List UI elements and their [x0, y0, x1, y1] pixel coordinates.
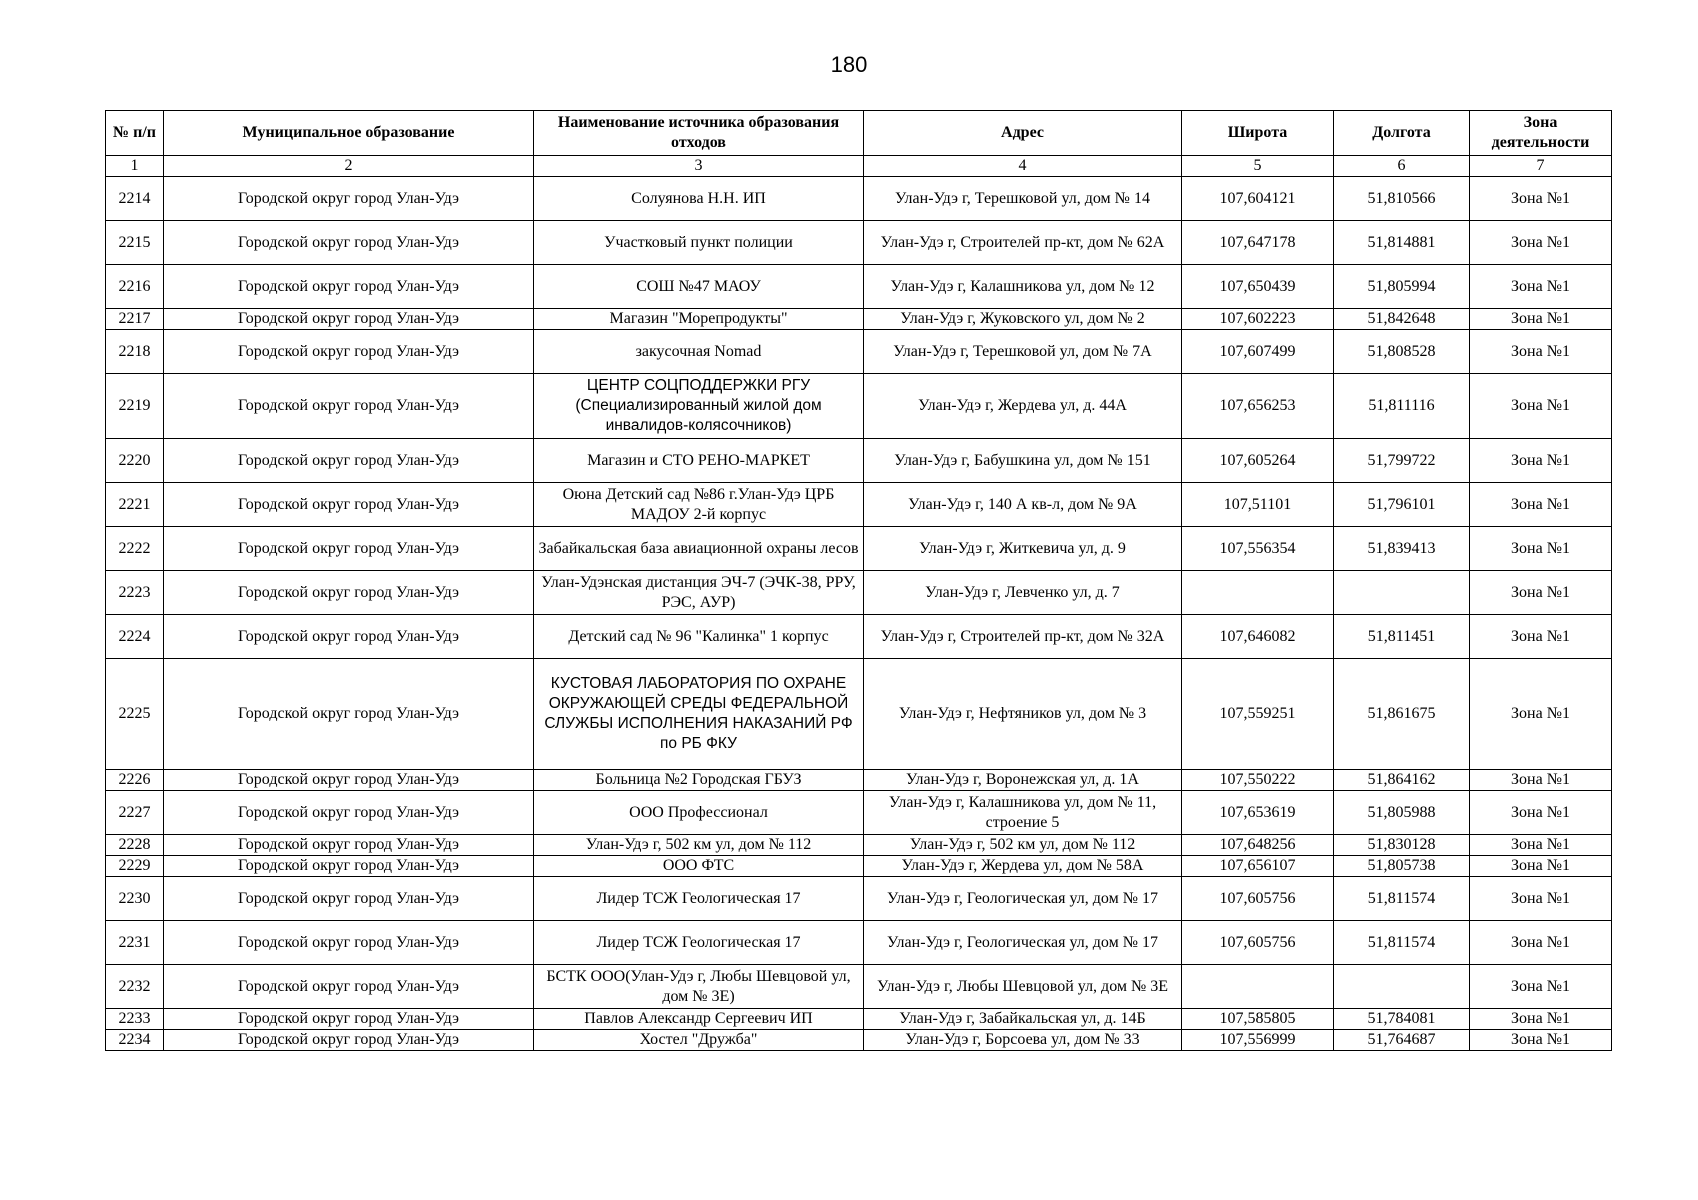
zone-cell: Зона №1 [1470, 1009, 1612, 1030]
municipality-cell: Городской округ город Улан-Удэ [164, 177, 534, 221]
source-name-cell: Магазин и СТО РЕНО-МАРКЕТ [534, 439, 864, 483]
address-cell: Улан-Удэ г, Житкевича ул, д. 9 [864, 527, 1182, 571]
municipality-cell: Городской округ город Улан-Удэ [164, 615, 534, 659]
header-cell: Адрес [864, 111, 1182, 156]
table-row [106, 527, 1612, 571]
row-number: 2223 [106, 571, 164, 615]
table-row [106, 439, 1612, 483]
municipality-cell: Городской округ город Улан-Удэ [164, 659, 534, 770]
municipality-cell: Городской округ город Улан-Удэ [164, 856, 534, 877]
longitude-cell [1334, 965, 1470, 1009]
longitude-cell: 51,805738 [1334, 856, 1470, 877]
latitude-cell: 107,653619 [1182, 791, 1334, 835]
table-row [106, 1030, 1612, 1051]
zone-cell: Зона №1 [1470, 439, 1612, 483]
municipality-cell: Городской округ город Улан-Удэ [164, 309, 534, 330]
latitude-cell: 107,51101 [1182, 483, 1334, 527]
zone-cell: Зона №1 [1470, 374, 1612, 439]
row-number: 2217 [106, 309, 164, 330]
latitude-cell [1182, 571, 1334, 615]
row-number: 2216 [106, 265, 164, 309]
header-cell: Долгота [1334, 111, 1470, 156]
source-name-cell: Лидер ТСЖ Геологическая 17 [534, 921, 864, 965]
latitude-cell: 107,556354 [1182, 527, 1334, 571]
zone-cell: Зона №1 [1470, 309, 1612, 330]
address-cell: Улан-Удэ г, Терешковой ул, дом № 14 [864, 177, 1182, 221]
table-row [106, 309, 1612, 330]
municipality-cell: Городской округ город Улан-Удэ [164, 921, 534, 965]
zone-cell: Зона №1 [1470, 615, 1612, 659]
source-name-cell: Оюна Детский сад №86 г.Улан-Удэ ЦРБ МАДОУ 2-й корпус [534, 483, 864, 527]
zone-cell: Зона №1 [1470, 791, 1612, 835]
zone-cell: Зона №1 [1470, 659, 1612, 770]
table-row [106, 177, 1612, 221]
latitude-cell: 107,656253 [1182, 374, 1334, 439]
zone-cell: Зона №1 [1470, 856, 1612, 877]
zone-cell: Зона №1 [1470, 770, 1612, 791]
row-number: 2228 [106, 835, 164, 856]
source-name-cell: Солуянова Н.Н. ИП [534, 177, 864, 221]
zone-cell: Зона №1 [1470, 483, 1612, 527]
longitude-cell: 51,811574 [1334, 921, 1470, 965]
source-name-cell: Забайкальская база авиационной охраны лесов [534, 527, 864, 571]
latitude-cell: 107,585805 [1182, 1009, 1334, 1030]
municipality-cell: Городской округ город Улан-Удэ [164, 439, 534, 483]
address-cell: Улан-Удэ г, Жердева ул, д. 44А [864, 374, 1182, 439]
zone-cell: Зона №1 [1470, 265, 1612, 309]
zone-cell: Зона №1 [1470, 571, 1612, 615]
municipality-cell: Городской округ город Улан-Удэ [164, 965, 534, 1009]
table-row [106, 856, 1612, 877]
header-cell: Зона деятельности [1470, 111, 1612, 156]
source-name-cell: Больница №2 Городская ГБУЗ [534, 770, 864, 791]
longitude-cell: 51,805988 [1334, 791, 1470, 835]
column-number-row [106, 156, 1612, 177]
source-name-cell: ООО Профессионал [534, 791, 864, 835]
longitude-cell: 51,784081 [1334, 1009, 1470, 1030]
address-cell: Улан-Удэ г, Жуковского ул, дом № 2 [864, 309, 1182, 330]
row-number: 2221 [106, 483, 164, 527]
row-number: 2214 [106, 177, 164, 221]
address-cell: Улан-Удэ г, Воронежская ул, д. 1А [864, 770, 1182, 791]
table-row [106, 483, 1612, 527]
longitude-cell: 51,861675 [1334, 659, 1470, 770]
latitude-cell: 107,605756 [1182, 921, 1334, 965]
latitude-cell: 107,646082 [1182, 615, 1334, 659]
municipality-cell: Городской округ город Улан-Удэ [164, 877, 534, 921]
latitude-cell [1182, 965, 1334, 1009]
zone-cell: Зона №1 [1470, 330, 1612, 374]
table-row [106, 770, 1612, 791]
longitude-cell: 51,799722 [1334, 439, 1470, 483]
municipality-cell: Городской округ город Улан-Удэ [164, 527, 534, 571]
longitude-cell: 51,839413 [1334, 527, 1470, 571]
column-number: 6 [1334, 156, 1470, 177]
municipality-cell: Городской округ город Улан-Удэ [164, 1009, 534, 1030]
row-number: 2226 [106, 770, 164, 791]
table-row [106, 330, 1612, 374]
address-cell: Улан-Удэ г, Терешковой ул, дом № 7А [864, 330, 1182, 374]
table-row [106, 265, 1612, 309]
latitude-cell: 107,605756 [1182, 877, 1334, 921]
zone-cell: Зона №1 [1470, 835, 1612, 856]
address-cell: Улан-Удэ г, Калашникова ул, дом № 11, строение 5 [864, 791, 1182, 835]
source-name-cell: СОШ №47 МАОУ [534, 265, 864, 309]
header-cell: Наименование источника образования отходов [534, 111, 864, 156]
table-row [106, 965, 1612, 1009]
longitude-cell: 51,842648 [1334, 309, 1470, 330]
zone-cell: Зона №1 [1470, 1030, 1612, 1051]
latitude-cell: 107,604121 [1182, 177, 1334, 221]
source-name-cell: Улан-Удэнская дистанция ЭЧ-7 (ЭЧК-38, РРУ, РЭС, АУР) [534, 571, 864, 615]
longitude-cell: 51,796101 [1334, 483, 1470, 527]
table-row [106, 1009, 1612, 1030]
address-cell: Улан-Удэ г, Жердева ул, дом № 58А [864, 856, 1182, 877]
zone-cell: Зона №1 [1470, 921, 1612, 965]
zone-cell: Зона №1 [1470, 965, 1612, 1009]
longitude-cell: 51,830128 [1334, 835, 1470, 856]
municipality-cell: Городской округ город Улан-Удэ [164, 221, 534, 265]
latitude-cell: 107,647178 [1182, 221, 1334, 265]
table-row [106, 835, 1612, 856]
zone-cell: Зона №1 [1470, 527, 1612, 571]
row-number: 2222 [106, 527, 164, 571]
latitude-cell: 107,607499 [1182, 330, 1334, 374]
address-cell: Улан-Удэ г, Геологическая ул, дом № 17 [864, 921, 1182, 965]
source-name-cell: Лидер ТСЖ Геологическая 17 [534, 877, 864, 921]
municipality-cell: Городской округ город Улан-Удэ [164, 835, 534, 856]
table-header-row [106, 111, 1612, 156]
zone-cell: Зона №1 [1470, 877, 1612, 921]
address-cell: Улан-Удэ г, Бабушкина ул, дом № 151 [864, 439, 1182, 483]
longitude-cell [1334, 571, 1470, 615]
header-cell: № п/п [106, 111, 164, 156]
municipality-cell: Городской округ город Улан-Удэ [164, 1030, 534, 1051]
address-cell: Улан-Удэ г, Строителей пр-кт, дом № 32А [864, 615, 1182, 659]
row-number: 2233 [106, 1009, 164, 1030]
column-number: 5 [1182, 156, 1334, 177]
row-number: 2220 [106, 439, 164, 483]
longitude-cell: 51,814881 [1334, 221, 1470, 265]
longitude-cell: 51,864162 [1334, 770, 1470, 791]
column-number: 4 [864, 156, 1182, 177]
municipality-cell: Городской округ город Улан-Удэ [164, 791, 534, 835]
longitude-cell: 51,808528 [1334, 330, 1470, 374]
header-cell: Широта [1182, 111, 1334, 156]
latitude-cell: 107,650439 [1182, 265, 1334, 309]
page-number: 180 [830, 52, 868, 77]
row-number: 2231 [106, 921, 164, 965]
row-number: 2234 [106, 1030, 164, 1051]
longitude-cell: 51,811451 [1334, 615, 1470, 659]
latitude-cell: 107,648256 [1182, 835, 1334, 856]
longitude-cell: 51,764687 [1334, 1030, 1470, 1051]
table-row [106, 791, 1612, 835]
row-number: 2227 [106, 791, 164, 835]
zone-cell: Зона №1 [1470, 221, 1612, 265]
address-cell: Улан-Удэ г, Забайкальская ул, д. 14Б [864, 1009, 1182, 1030]
row-number: 2219 [106, 374, 164, 439]
address-cell: Улан-Удэ г, Калашникова ул, дом № 12 [864, 265, 1182, 309]
latitude-cell: 107,550222 [1182, 770, 1334, 791]
longitude-cell: 51,805994 [1334, 265, 1470, 309]
header-cell: Муниципальное образование [164, 111, 534, 156]
latitude-cell: 107,605264 [1182, 439, 1334, 483]
table-row [106, 921, 1612, 965]
address-cell: Улан-Удэ г, 502 км ул, дом № 112 [864, 835, 1182, 856]
source-name-cell: закусочная Nomad [534, 330, 864, 374]
row-number: 2230 [106, 877, 164, 921]
row-number: 2218 [106, 330, 164, 374]
row-number: 2225 [106, 659, 164, 770]
table-body [106, 177, 1612, 1051]
municipality-cell: Городской округ город Улан-Удэ [164, 265, 534, 309]
waste-sources-table [105, 110, 1612, 1051]
row-number: 2232 [106, 965, 164, 1009]
source-name-cell: Улан-Удэ г, 502 км ул, дом № 112 [534, 835, 864, 856]
row-number: 2229 [106, 856, 164, 877]
longitude-cell: 51,811574 [1334, 877, 1470, 921]
municipality-cell: Городской округ город Улан-Удэ [164, 770, 534, 791]
address-cell: Улан-Удэ г, Геологическая ул, дом № 17 [864, 877, 1182, 921]
municipality-cell: Городской округ город Улан-Удэ [164, 571, 534, 615]
latitude-cell: 107,602223 [1182, 309, 1334, 330]
latitude-cell: 107,656107 [1182, 856, 1334, 877]
column-number: 1 [106, 156, 164, 177]
source-name-cell: КУСТОВАЯ ЛАБОРАТОРИЯ ПО ОХРАНЕ ОКРУЖАЮЩЕЙ СРЕДЫ ФЕДЕРАЛЬНОЙ СЛУЖБЫ ИСПОЛНЕНИЯ НАКАЗАНИЙ РФ по РБ ФКУ [534, 659, 864, 770]
table-row [106, 659, 1612, 770]
column-number: 2 [164, 156, 534, 177]
address-cell: Улан-Удэ г, Борсоева ул, дом № 33 [864, 1030, 1182, 1051]
municipality-cell: Городской округ город Улан-Удэ [164, 374, 534, 439]
source-name-cell: БСТК ООО(Улан-Удэ г, Любы Шевцовой ул, дом № 3Е) [534, 965, 864, 1009]
row-number: 2215 [106, 221, 164, 265]
longitude-cell: 51,811116 [1334, 374, 1470, 439]
source-name-cell: Павлов Александр Сергеевич ИП [534, 1009, 864, 1030]
source-name-cell: Участковый пункт полиции [534, 221, 864, 265]
longitude-cell: 51,810566 [1334, 177, 1470, 221]
address-cell: Улан-Удэ г, Нефтяников ул, дом № 3 [864, 659, 1182, 770]
row-number: 2224 [106, 615, 164, 659]
source-name-cell: Детский сад № 96 "Калинка" 1 корпус [534, 615, 864, 659]
table-row [106, 615, 1612, 659]
latitude-cell: 107,556999 [1182, 1030, 1334, 1051]
table-row [106, 221, 1612, 265]
source-name-cell: ООО ФТС [534, 856, 864, 877]
address-cell: Улан-Удэ г, Строителей пр-кт, дом № 62А [864, 221, 1182, 265]
municipality-cell: Городской округ город Улан-Удэ [164, 330, 534, 374]
column-number: 3 [534, 156, 864, 177]
table-row [106, 571, 1612, 615]
column-number: 7 [1470, 156, 1612, 177]
table-row [106, 374, 1612, 439]
source-name-cell: Магазин "Морепродукты" [534, 309, 864, 330]
address-cell: Улан-Удэ г, Любы Шевцовой ул, дом № 3Е [864, 965, 1182, 1009]
table-row [106, 877, 1612, 921]
municipality-cell: Городской округ город Улан-Удэ [164, 483, 534, 527]
source-name-cell: Хостел "Дружба" [534, 1030, 864, 1051]
address-cell: Улан-Удэ г, 140 А кв-л, дом № 9А [864, 483, 1182, 527]
zone-cell: Зона №1 [1470, 177, 1612, 221]
address-cell: Улан-Удэ г, Левченко ул, д. 7 [864, 571, 1182, 615]
latitude-cell: 107,559251 [1182, 659, 1334, 770]
source-name-cell: ЦЕНТР СОЦПОДДЕРЖКИ РГУ (Специализированный жилой дом инвалидов-колясочников) [534, 374, 864, 439]
